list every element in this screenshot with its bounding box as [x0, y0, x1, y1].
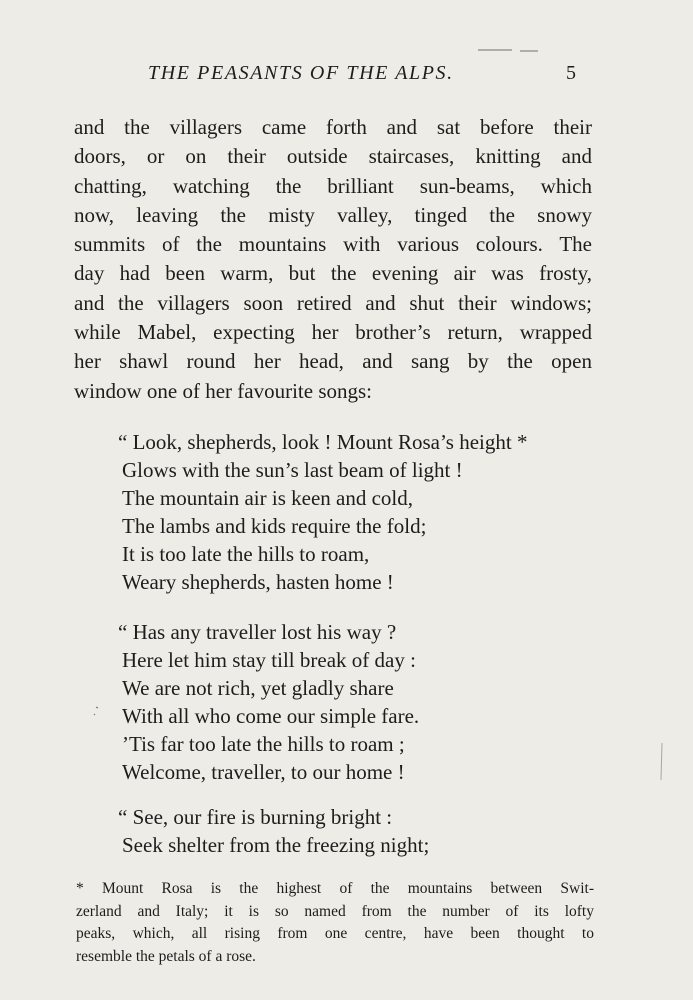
paragraph-line: and the villagers came forth and sat before their	[74, 115, 592, 139]
page-number: 5	[566, 62, 576, 84]
page-header	[0, 62, 693, 90]
body-paragraph	[74, 113, 592, 406]
verse-line: Here let him stay till break of day :	[122, 648, 416, 672]
verse-line: We are not rich, yet gladly share	[122, 676, 394, 700]
verse-line: With all who come our simple fare.	[122, 704, 420, 728]
paragraph-line: and the villagers soon retired and shut their windows;	[74, 290, 592, 315]
verse-line: The mountain air is keen and cold,	[122, 486, 413, 510]
verse-line: Glows with the sun’s last beam of light !	[122, 458, 463, 482]
paragraph-line: window one of her favourite songs:	[74, 378, 373, 403]
verse-stanza-1	[118, 428, 602, 596]
paragraph-line: chatting, watching the brilliant sun-beams, which	[74, 173, 592, 198]
verse-line: ’Tis far too late the hills to roam ;	[122, 732, 405, 756]
footnote-line: * Mount Rosa is the highest of the mountains between Swit-	[76, 880, 594, 897]
verse-line: Seek shelter from the freezing night;	[122, 833, 430, 857]
top-rule-mark	[478, 50, 538, 51]
footnote	[76, 878, 594, 969]
verse-stanza-2	[118, 618, 602, 786]
verse-line: It is too late the hills to roam,	[122, 542, 370, 566]
verse-line: Weary shepherds, hasten home !	[122, 570, 394, 594]
verse-line: Welcome, traveller, to our home !	[122, 760, 405, 784]
paragraph-line: while Mabel, expecting her brother’s return, wrapped	[74, 320, 592, 345]
verse-line: “ See, our fire is burning bright :	[118, 805, 393, 829]
margin-mark-right	[661, 743, 662, 780]
paragraph-line: now, leaving the misty valley, tinged the snowy	[74, 202, 592, 227]
paragraph-line: summits of the mountains with various colours. The	[74, 232, 592, 257]
footnote-line: peaks, which, all rising from one centre, have been thought to	[76, 925, 594, 943]
verse-stanza-3	[118, 803, 602, 859]
paragraph-line: day had been warm, but the evening air was frosty,	[74, 261, 592, 286]
footnote-line: resemble the petals of a rose.	[76, 948, 256, 966]
footnote-line: zerland and Italy; it is so named from the number of its lofty	[76, 902, 594, 920]
paragraph-line: doors, or on their outside staircases, knitting and	[74, 144, 592, 169]
paragraph-line: her shawl round her head, and sang by the open	[74, 349, 592, 374]
verse-line: The lambs and kids require the fold;	[122, 514, 427, 538]
verse-line: “ Has any traveller lost his way ?	[118, 620, 397, 644]
verse-line: “ Look, shepherds, look ! Mount Rosa’s height *	[118, 430, 528, 454]
running-title: THE PEASANTS OF THE ALPS.	[148, 62, 454, 84]
margin-speck-left	[94, 707, 98, 715]
